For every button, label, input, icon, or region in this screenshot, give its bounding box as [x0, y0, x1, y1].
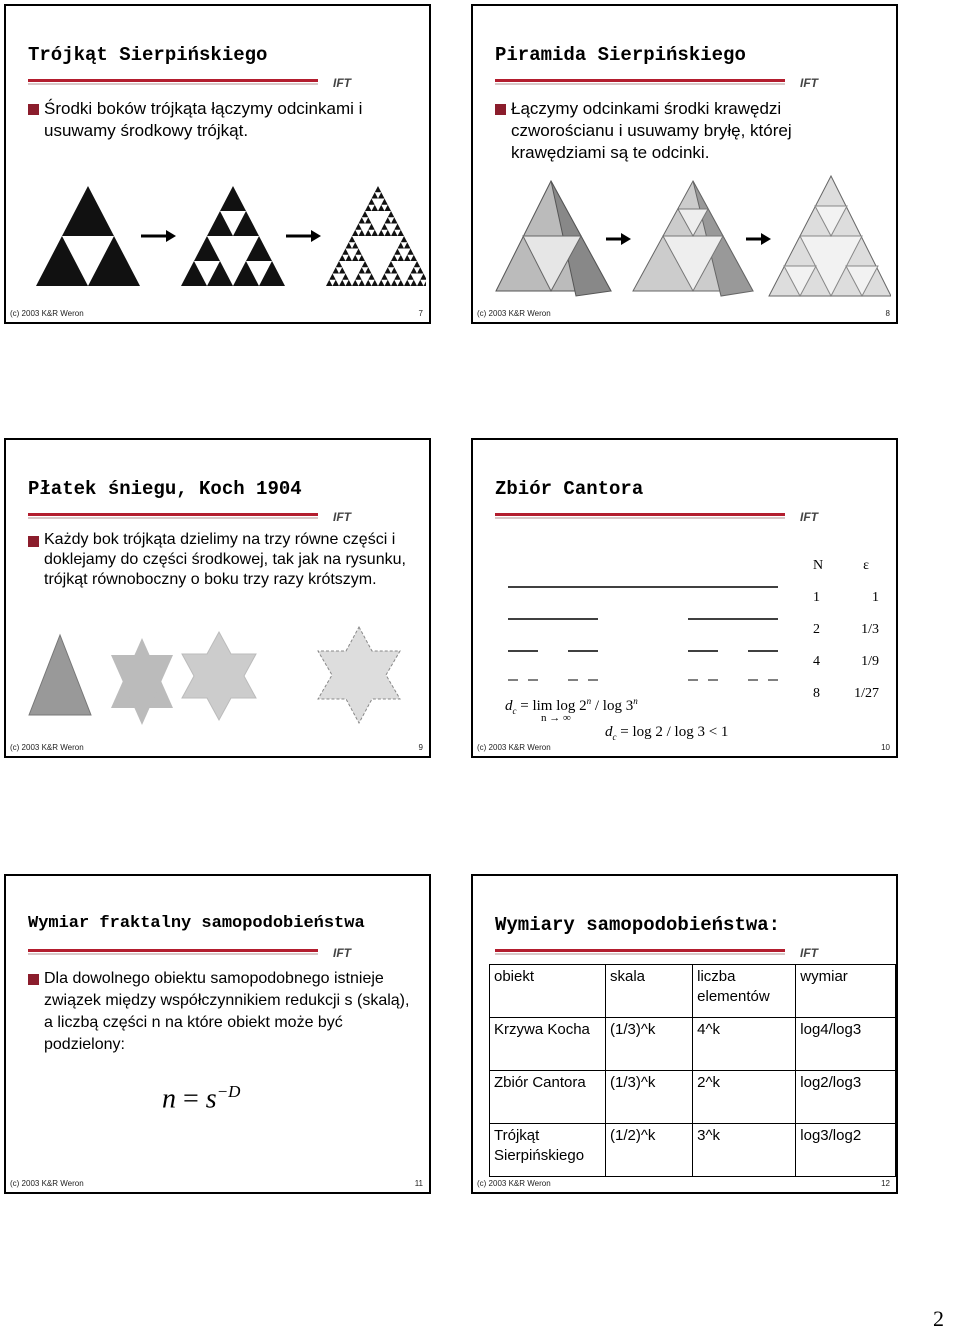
- ift-logo: [328, 510, 413, 524]
- formula-dimension: $d_c = \log 2 / \log 3 < 1$: [605, 724, 729, 742]
- arrow-icon: [606, 233, 631, 245]
- slide-title: Trójkąt Sierpińskiego: [28, 44, 268, 66]
- footer-copyright: (c) 2003 K&R Weron: [477, 1179, 551, 1188]
- slide-12: [471, 874, 898, 1194]
- cantor-table: [813, 558, 883, 718]
- slide-title: Płatek śniegu, Koch 1904: [28, 478, 302, 500]
- row-n: 2: [813, 622, 820, 637]
- slide-title: Piramida Sierpińskiego: [495, 44, 746, 66]
- sierpinski-pyramid-figure: [491, 171, 891, 301]
- table-row: [490, 1124, 896, 1177]
- title-rule: [28, 510, 413, 524]
- slide-number: 12: [881, 1179, 890, 1188]
- footer-copyright: (c) 2003 K&R Weron: [477, 743, 551, 752]
- slide-number: 8: [885, 309, 890, 318]
- svg-text:IFT: IFT: [333, 76, 351, 90]
- table-header-row: [490, 965, 896, 1018]
- table-cell: 4^k: [693, 1018, 796, 1071]
- table-cell: (1/3)^k: [605, 1018, 692, 1071]
- row-epsilon: 1/27: [854, 686, 879, 701]
- svg-text:IFT: IFT: [333, 510, 351, 524]
- slide-number: 9: [418, 743, 423, 752]
- table-cell: liczba elementów: [693, 965, 796, 1018]
- title-rule: [28, 76, 413, 90]
- row-epsilon: 1/9: [861, 654, 879, 669]
- dimensions-table: [489, 964, 896, 1177]
- page-number: 2: [933, 1306, 944, 1331]
- slide-9: [4, 438, 431, 758]
- table-cell: (1/3)^k: [605, 1071, 692, 1124]
- table-cell: Krzywa Kocha: [490, 1018, 606, 1071]
- ift-logo: [795, 510, 880, 524]
- footer-copyright: (c) 2003 K&R Weron: [10, 309, 84, 318]
- slide-number: 11: [414, 1179, 423, 1188]
- table-cell: skala: [605, 965, 692, 1018]
- formula-power-law: $n = s^{-D}$: [162, 1082, 241, 1115]
- table-cell: log3/log2: [796, 1124, 896, 1177]
- slide-title: Wymiar fraktalny samopodobieństwa: [28, 914, 365, 933]
- svg-text:IFT: IFT: [800, 510, 818, 524]
- cantor-row: [813, 686, 883, 718]
- table-cell: 2^k: [693, 1071, 796, 1124]
- slide-11: [4, 874, 431, 1194]
- cantor-set-figure: [503, 580, 783, 690]
- title-rule: [495, 946, 880, 960]
- title-rule: [495, 76, 880, 90]
- title-rule: [28, 946, 413, 960]
- table-row: [490, 1018, 896, 1071]
- header-n: N: [813, 558, 824, 573]
- table-cell: log2/log3: [796, 1071, 896, 1124]
- ift-logo: [328, 946, 413, 960]
- ift-logo: [328, 76, 413, 90]
- svg-text:IFT: IFT: [800, 946, 818, 960]
- bullet-text: Łączymy odcinkami środki krawędzi czworościanu i usuwamy bryłę, której krawędziami są te odcinki.: [495, 98, 851, 164]
- table-row: [490, 1071, 896, 1124]
- slide-number: 7: [418, 309, 423, 318]
- row-n: 1: [813, 590, 820, 605]
- ift-logo: [795, 946, 880, 960]
- cantor-row: [813, 590, 883, 622]
- bullet-text: Dla dowolnego obiektu samopodobnego istnieje związek między współczynnikiem redukcji s (skalą), a liczbą części n na które obiekt może być podzielony:: [28, 968, 414, 1056]
- arrow-icon: [286, 230, 321, 242]
- slide-title: Zbiór Cantora: [495, 478, 644, 500]
- row-n: 4: [813, 654, 820, 669]
- table-cell: log4/log3: [796, 1018, 896, 1071]
- bullet-text: Środki boków trójkąta łączymy odcinkami i usuwamy środkowy trójkąt.: [28, 98, 414, 142]
- row-epsilon: 1/3: [861, 622, 879, 637]
- slide-8: [471, 4, 898, 324]
- slide-7: [4, 4, 431, 324]
- cantor-row: [813, 654, 883, 686]
- slide-10: [471, 438, 898, 758]
- formula-limit: $d_c = \lim \log 2^n / \log 3^n$ n → ∞: [505, 696, 638, 724]
- svg-text:IFT: IFT: [800, 76, 818, 90]
- row-n: 8: [813, 686, 820, 701]
- table-cell: obiekt: [490, 965, 606, 1018]
- arrow-icon: [746, 233, 771, 245]
- footer-copyright: (c) 2003 K&R Weron: [10, 1179, 84, 1188]
- cantor-row: [813, 622, 883, 654]
- koch-snowflake-figure: [24, 625, 424, 735]
- bullet-text: Każdy bok trójkąta dzielimy na trzy równe części i doklejamy do części środkowej, tak jak na rysunku, trójkąt równoboczny o boku trzy razy krótszym.: [28, 530, 414, 590]
- header-epsilon: ε: [863, 558, 869, 573]
- table-cell: Zbiór Cantora: [490, 1071, 606, 1124]
- table-cell: Trójkąt Sierpińskiego: [490, 1124, 606, 1177]
- slide-title: Wymiary samopodobieństwa:: [495, 914, 781, 936]
- table-cell: 3^k: [693, 1124, 796, 1177]
- footer-copyright: (c) 2003 K&R Weron: [10, 743, 84, 752]
- table-cell: wymiar: [796, 965, 896, 1018]
- title-rule: [495, 510, 880, 524]
- row-epsilon: 1: [872, 590, 879, 605]
- ift-logo: [795, 76, 880, 90]
- svg-text:IFT: IFT: [333, 946, 351, 960]
- table-cell: (1/2)^k: [605, 1124, 692, 1177]
- footer-copyright: (c) 2003 K&R Weron: [477, 309, 551, 318]
- slide-number: 10: [881, 743, 890, 752]
- sierpinski-triangle-figure: [26, 181, 426, 291]
- arrow-icon: [141, 230, 176, 242]
